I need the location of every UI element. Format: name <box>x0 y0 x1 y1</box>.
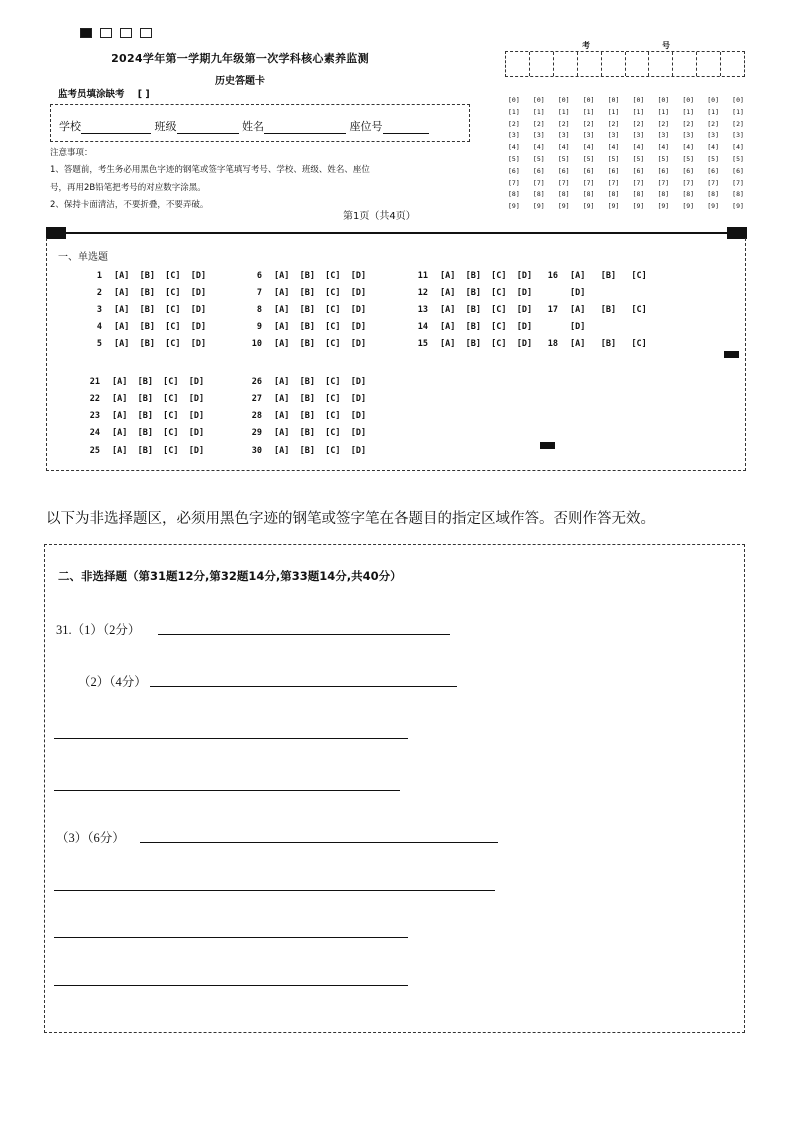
digit-bubble[interactable]: [6] <box>732 166 744 175</box>
exam-digit-column <box>682 95 694 213</box>
answer-bubbles[interactable]: [A] [B] [C] [D] <box>274 446 367 456</box>
timing-mark <box>724 351 739 358</box>
digit-bubble[interactable]: [0] <box>508 96 520 104</box>
answer-bubbles[interactable]: [A] [B] [C] [D] <box>440 288 533 298</box>
question-number: 15 <box>417 339 428 349</box>
digit-bubble[interactable]: [7] <box>532 178 545 187</box>
divider <box>50 232 744 234</box>
absence-checkbox[interactable]: [ ] <box>137 89 150 100</box>
digit-bubble[interactable]: [6] <box>508 166 520 175</box>
digit-bubble[interactable]: [0] <box>532 96 545 104</box>
name-field[interactable] <box>264 122 346 134</box>
non-choice-section <box>44 544 745 1033</box>
exam-digit-column <box>508 95 520 213</box>
answer-line[interactable] <box>54 738 408 739</box>
answer-bubbles[interactable]: [A] [B] [C] <box>570 339 647 349</box>
question-row <box>78 394 204 404</box>
answer-bubbles[interactable]: [A] [B] [C] [D] <box>274 322 367 332</box>
answer-bubbles[interactable]: [D] <box>570 322 586 332</box>
exam-digit-column <box>732 95 744 213</box>
question-label: 31.（1）（2分） <box>56 623 141 637</box>
digit-bubble[interactable]: [9] <box>707 202 719 211</box>
student-info-box <box>50 104 470 142</box>
question-row <box>240 305 366 315</box>
digit-bubble[interactable]: [2] <box>732 119 744 128</box>
question-row <box>536 322 585 332</box>
digit-bubble[interactable]: [1] <box>557 107 570 116</box>
answer-bubbles[interactable]: [A] [B] [C] [D] <box>112 377 205 387</box>
locator-box <box>140 28 152 38</box>
digit-bubble[interactable]: [4] <box>632 143 645 152</box>
digit-bubble[interactable]: [3] <box>657 131 670 140</box>
digit-bubble[interactable]: [4] <box>657 143 670 152</box>
digit-bubble[interactable]: [3] <box>682 131 695 140</box>
digit-bubble[interactable]: [7] <box>732 178 744 187</box>
locator-mark <box>80 28 92 38</box>
digit-bubble[interactable]: [4] <box>707 143 719 152</box>
question-number: 30 <box>251 446 262 456</box>
question-number: 3 <box>96 305 102 315</box>
question-number: 14 <box>417 322 428 332</box>
digit-bubble[interactable]: [2] <box>657 119 670 128</box>
digit-bubble[interactable]: [1] <box>682 107 695 116</box>
question-row <box>80 339 206 349</box>
digit-bubble[interactable]: [5] <box>508 154 520 163</box>
answer-line[interactable] <box>140 842 498 843</box>
question-number: 5 <box>96 339 102 349</box>
digit-bubble[interactable]: [0] <box>557 96 570 104</box>
answer-bubbles[interactable]: [A] [B] [C] [D] <box>112 411 205 421</box>
question-number: 9 <box>256 322 262 332</box>
question-number: 25 <box>89 446 100 456</box>
question-number: 17 <box>547 305 558 315</box>
digit-bubble[interactable]: [9] <box>632 202 645 211</box>
exam-title: 2024学年第一学期九年级第一次学科核心素养监测 <box>111 52 369 65</box>
locator-box <box>120 28 132 38</box>
digit-bubble[interactable]: [5] <box>707 154 719 163</box>
question-row <box>80 305 206 315</box>
digit-bubble[interactable]: [7] <box>607 178 620 187</box>
question-number: 2 <box>96 288 102 298</box>
digit-bubble[interactable]: [8] <box>532 190 545 199</box>
answer-bubbles[interactable]: [D] <box>570 288 586 298</box>
instruction-text: 以下为非选择题区，必须用黑色字迹的钢笔或签字笔在各题目的指定区域作答。否则作答无效。 <box>46 511 655 527</box>
exam-digit-column <box>657 95 669 213</box>
digit-bubble[interactable]: [2] <box>707 119 719 128</box>
digit-bubble[interactable]: [1] <box>532 107 545 116</box>
digit-bubble[interactable]: [2] <box>682 119 695 128</box>
answer-bubbles[interactable]: [A] [B] [C] <box>570 271 647 281</box>
exam-digit-column <box>707 95 719 213</box>
question-row <box>240 271 366 281</box>
answer-bubbles[interactable]: [A] [B] [C] [D] <box>274 394 367 404</box>
notes-heading: 注意事项： <box>50 148 93 158</box>
exam-digit-column <box>633 95 645 213</box>
digit-bubble[interactable]: [6] <box>582 166 595 175</box>
digit-bubble[interactable]: [0] <box>607 96 620 104</box>
question-number: 8 <box>256 305 262 315</box>
digit-bubble[interactable]: [8] <box>508 190 520 199</box>
digit-bubble[interactable]: [8] <box>657 190 670 199</box>
digit-bubble[interactable]: [9] <box>532 202 545 211</box>
answer-bubbles[interactable]: [A] [B] [C] [D] <box>114 322 207 332</box>
exam-digit-column <box>583 95 595 213</box>
digit-bubble[interactable]: [4] <box>582 143 595 152</box>
timing-mark <box>540 442 555 449</box>
notes-line: 2、保持卡面清洁，不要折叠，不要弄破。 <box>50 200 209 210</box>
question-row <box>240 394 366 404</box>
digit-bubble[interactable]: [1] <box>607 107 620 116</box>
question-row <box>78 411 204 421</box>
answer-bubbles[interactable]: [A] [B] [C] [D] <box>440 305 533 315</box>
question-number: 11 <box>417 271 428 281</box>
digit-bubble[interactable]: [9] <box>657 202 670 211</box>
question-number: 18 <box>547 339 558 349</box>
answer-bubbles[interactable]: [A] [B] [C] [D] <box>114 271 207 281</box>
digit-bubble[interactable]: [7] <box>707 178 719 187</box>
digit-bubble[interactable]: [6] <box>607 166 620 175</box>
digit-bubble[interactable]: [2] <box>632 119 645 128</box>
digit-bubble[interactable]: [5] <box>657 154 670 163</box>
exam-digit-column <box>608 95 620 213</box>
answer-bubbles[interactable]: [A] [B] [C] [D] <box>274 428 367 438</box>
digit-bubble[interactable]: [7] <box>508 178 520 187</box>
digit-bubble[interactable]: [1] <box>632 107 645 116</box>
exam-number-bubbles <box>508 95 744 213</box>
section-title: 一、单选题 <box>58 252 108 263</box>
question-row <box>536 271 647 281</box>
answer-bubbles[interactable]: [A] [B] [C] [D] <box>274 271 367 281</box>
digit-bubble[interactable]: [7] <box>657 178 670 187</box>
proctor-absence <box>58 86 150 100</box>
digit-bubble[interactable]: [0] <box>632 96 645 104</box>
answer-bubbles[interactable]: [A] [B] [C] [D] <box>274 411 367 421</box>
question-number: 27 <box>251 394 262 404</box>
digit-bubble[interactable]: [2] <box>532 119 545 128</box>
digit-bubble[interactable]: [1] <box>707 107 719 116</box>
digit-bubble[interactable]: [0] <box>707 96 719 104</box>
digit-bubble[interactable]: [6] <box>557 166 570 175</box>
seat-label: 座位号 <box>349 120 383 133</box>
name-label: 姓名 <box>242 120 264 133</box>
digit-bubble[interactable]: [7] <box>557 178 570 187</box>
digit-bubble[interactable]: [1] <box>732 107 744 116</box>
sheet-title: 历史答题卡 <box>215 76 265 87</box>
question-row <box>80 322 206 332</box>
locator-box <box>100 28 112 38</box>
question-row <box>78 428 204 438</box>
question-number: 1 <box>96 271 102 281</box>
question-number: 4 <box>96 322 102 332</box>
question-number: 13 <box>417 305 428 315</box>
answer-bubbles[interactable]: [A] [B] [C] [D] <box>274 305 367 315</box>
answer-bubbles[interactable]: [A] [B] [C] [D] <box>112 446 205 456</box>
digit-bubble[interactable]: [4] <box>732 143 744 152</box>
digit-bubble[interactable]: [3] <box>607 131 620 140</box>
question-row <box>536 339 647 349</box>
question-number: 23 <box>89 411 100 421</box>
digit-bubble[interactable]: [4] <box>682 143 695 152</box>
digit-bubble[interactable]: [5] <box>557 154 570 163</box>
digit-bubble[interactable]: [3] <box>732 131 744 140</box>
answer-bubbles[interactable]: [A] [B] [C] [D] <box>114 288 207 298</box>
question-label: （3）（6分） <box>56 831 125 845</box>
digit-bubble[interactable]: [5] <box>607 154 620 163</box>
answer-line[interactable] <box>54 890 495 891</box>
digit-bubble[interactable]: [5] <box>532 154 545 163</box>
question-label: （2）（4分） <box>78 675 147 689</box>
answer-bubbles[interactable]: [A] [B] [C] [D] <box>440 322 533 332</box>
question-row <box>240 339 366 349</box>
question-row <box>240 288 366 298</box>
digit-bubble[interactable]: [9] <box>582 202 595 211</box>
answer-bubbles[interactable]: [A] [B] [C] [D] <box>274 377 367 387</box>
digit-bubble[interactable]: [3] <box>707 131 719 140</box>
answer-line[interactable] <box>150 686 457 687</box>
proctor-label: 监考员填涂缺考 <box>58 89 125 100</box>
question-number: 10 <box>251 339 262 349</box>
digit-bubble[interactable]: [7] <box>582 178 595 187</box>
question-number: 22 <box>89 394 100 404</box>
digit-bubble[interactable]: [8] <box>607 190 620 199</box>
answer-bubbles[interactable]: [A] [B] [C] [D] <box>114 305 207 315</box>
digit-bubble[interactable]: [2] <box>508 119 520 128</box>
exam-number-label: 考 <box>582 41 590 50</box>
answer-line[interactable] <box>54 937 408 938</box>
answer-bubbles[interactable]: [A] [B] [C] [D] <box>112 394 205 404</box>
question-number: 21 <box>89 377 100 387</box>
digit-bubble[interactable]: [8] <box>707 190 719 199</box>
digit-bubble[interactable]: [3] <box>582 131 595 140</box>
class-label: 班级 <box>154 120 177 133</box>
digit-bubble[interactable]: [5] <box>682 154 695 163</box>
digit-bubble[interactable]: [7] <box>682 178 695 187</box>
question-row <box>78 446 204 456</box>
class-field[interactable] <box>177 122 239 134</box>
digit-bubble[interactable]: [4] <box>607 143 620 152</box>
digit-bubble[interactable]: [9] <box>682 202 695 211</box>
digit-bubble[interactable]: [6] <box>657 166 670 175</box>
answer-bubbles[interactable]: [A] [B] [C] [D] <box>274 288 367 298</box>
answer-bubbles[interactable]: [A] [B] [C] [D] <box>440 271 533 281</box>
question-number: 26 <box>251 377 262 387</box>
digit-bubble[interactable]: [9] <box>508 202 520 211</box>
question-number: 6 <box>256 271 262 281</box>
digit-bubble[interactable]: [6] <box>682 166 695 175</box>
school-field[interactable] <box>81 122 151 134</box>
answer-bubbles[interactable]: [A] [B] [C] [D] <box>274 339 367 349</box>
question-row <box>406 339 532 349</box>
answer-bubbles[interactable]: [A] [B] [C] [D] <box>112 428 205 438</box>
digit-bubble[interactable]: [6] <box>532 166 545 175</box>
digit-bubble[interactable]: [2] <box>557 119 570 128</box>
digit-bubble[interactable]: [8] <box>732 190 744 199</box>
exam-digit-column <box>533 95 545 213</box>
digit-bubble[interactable]: [2] <box>607 119 620 128</box>
notes <box>50 146 470 216</box>
answer-bubbles[interactable]: [A] [B] [C] [D] <box>114 339 207 349</box>
question-number: 12 <box>417 288 428 298</box>
question-row <box>406 305 532 315</box>
digit-bubble[interactable]: [4] <box>532 143 545 152</box>
digit-bubble[interactable]: [4] <box>508 143 520 152</box>
question-number: 28 <box>251 411 262 421</box>
question-row <box>240 428 366 438</box>
answer-line[interactable] <box>54 985 408 986</box>
answer-line[interactable] <box>54 790 400 791</box>
question-number: 7 <box>256 288 262 298</box>
school-label: 学校 <box>59 120 81 133</box>
question-number: 16 <box>547 271 558 281</box>
digit-bubble[interactable]: [3] <box>532 131 545 140</box>
digit-bubble[interactable]: [6] <box>632 166 645 175</box>
question-row <box>78 377 204 387</box>
digit-bubble[interactable]: [8] <box>632 190 645 199</box>
question-row <box>240 446 366 456</box>
digit-bubble[interactable]: [6] <box>707 166 719 175</box>
question-number: 29 <box>251 428 262 438</box>
digit-bubble[interactable]: [1] <box>582 107 595 116</box>
digit-bubble[interactable]: [5] <box>732 154 744 163</box>
digit-bubble[interactable]: [2] <box>582 119 595 128</box>
digit-bubble[interactable]: [7] <box>632 178 645 187</box>
question-row <box>240 322 366 332</box>
digit-bubble[interactable]: [9] <box>607 202 620 211</box>
notes-line: 号，再用2B铅笔把考号的对应数字涂黑。 <box>50 183 206 193</box>
notes-line: 1、答题前，考生务必用黑色字迹的钢笔或签字笔填写考号、学校、班级、姓名、座位 <box>50 165 370 175</box>
digit-bubble[interactable]: [0] <box>732 96 744 104</box>
digit-bubble[interactable]: [5] <box>632 154 645 163</box>
question-row <box>536 288 585 298</box>
exam-digit-column <box>558 95 570 213</box>
question-number: 24 <box>89 428 100 438</box>
question-row <box>80 271 206 281</box>
digit-bubble[interactable]: [8] <box>582 190 595 199</box>
digit-bubble[interactable]: [0] <box>582 96 595 104</box>
question-row <box>406 271 532 281</box>
seat-field[interactable] <box>383 122 429 134</box>
digit-bubble[interactable]: [0] <box>682 96 695 104</box>
question-row <box>240 377 366 387</box>
question-row <box>80 288 206 298</box>
answer-bubbles[interactable]: [A] [B] [C] [D] <box>440 339 533 349</box>
section-title: 二、非选择题（第31题12分,第32题14分,第33题14分,共40分） <box>58 569 402 583</box>
answer-line[interactable] <box>158 634 450 635</box>
digit-bubble[interactable]: [9] <box>732 202 744 211</box>
question-row <box>406 288 532 298</box>
digit-bubble[interactable]: [3] <box>508 131 520 140</box>
digit-bubble[interactable]: [0] <box>657 96 670 104</box>
digit-bubble[interactable]: [8] <box>682 190 695 199</box>
answer-bubbles[interactable]: [A] [B] [C] <box>570 305 647 315</box>
page-number: 第1页（共4页） <box>343 211 416 222</box>
question-row <box>406 322 532 332</box>
digit-bubble[interactable]: [1] <box>657 107 670 116</box>
digit-bubble[interactable]: [3] <box>557 131 570 140</box>
exam-number-boxes[interactable] <box>505 51 745 77</box>
digit-bubble[interactable]: [8] <box>557 190 570 199</box>
digit-bubble[interactable]: [5] <box>582 154 595 163</box>
exam-number-label: 号 <box>662 41 670 50</box>
digit-bubble[interactable]: [4] <box>557 143 570 152</box>
digit-bubble[interactable]: [1] <box>508 107 520 116</box>
question-row <box>536 305 647 315</box>
digit-bubble[interactable]: [9] <box>557 202 570 211</box>
digit-bubble[interactable]: [3] <box>632 131 645 140</box>
question-row <box>240 411 366 421</box>
